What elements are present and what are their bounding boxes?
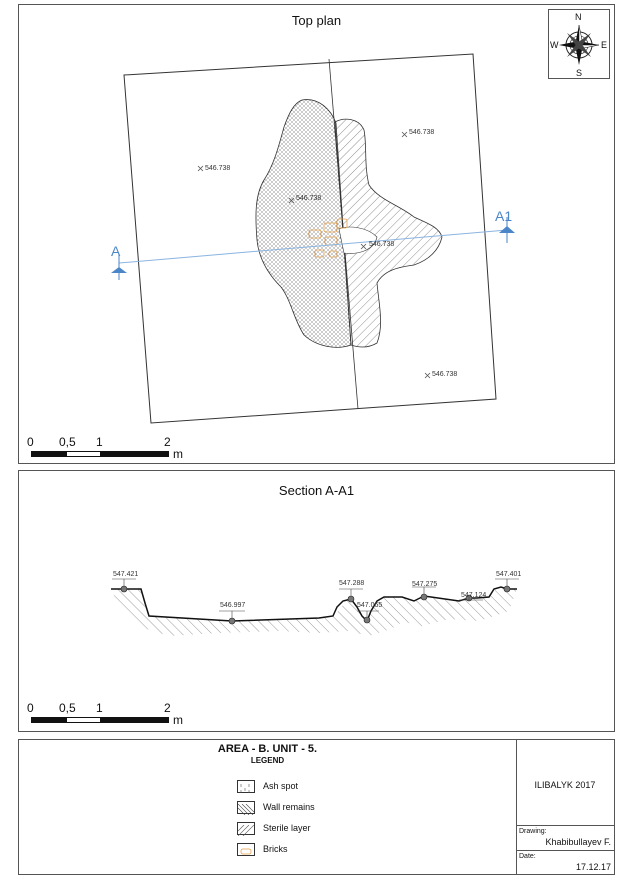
top-plan-title: Top plan xyxy=(291,13,342,28)
drawing-value: Khabibullayev F. xyxy=(545,837,611,847)
compass-north: N xyxy=(575,12,582,22)
scale-label-2: 2 xyxy=(164,435,171,449)
section-scale-label-0: 0 xyxy=(27,701,34,715)
project-name: ILIBALYK 2017 xyxy=(534,780,596,790)
plan-elevation-4: 546.738 xyxy=(369,241,395,248)
section-drawing xyxy=(19,471,616,671)
top-plan-panel xyxy=(18,4,615,464)
legend-title: LEGEND xyxy=(250,756,285,765)
legend-swatch-sterile-layer xyxy=(237,822,255,835)
section-elevation-4: 547.065 xyxy=(357,602,383,609)
section-elevation-6: 547.124 xyxy=(461,592,487,599)
section-label-a1: A1 xyxy=(495,208,513,224)
compass-east: E xyxy=(601,40,608,50)
legend-label-sterile-layer: Sterile layer xyxy=(263,823,311,833)
plan-elevation-3: 546.738 xyxy=(409,129,435,136)
section-elevation-5: 547.275 xyxy=(412,581,438,588)
section-panel xyxy=(18,470,615,732)
section-elevation-1: 547.421 xyxy=(113,571,139,578)
section-label-a: A xyxy=(111,243,121,259)
section-scale-bar xyxy=(31,717,169,723)
date-label: Date: xyxy=(519,853,536,860)
compass-south: S xyxy=(576,68,583,78)
plan-drawing xyxy=(19,5,616,445)
date-value: 17.12.17 xyxy=(575,862,611,872)
legend-label-wall-remains: Wall remains xyxy=(263,802,315,812)
section-scale-label-05: 0,5 xyxy=(59,701,76,715)
plan-elevation-2: 546.738 xyxy=(296,195,322,202)
section-scale-label-2: 2 xyxy=(164,701,171,715)
legend-label-bricks: Bricks xyxy=(263,844,288,854)
section-title: Section A-A1 xyxy=(278,483,355,498)
scale-bar xyxy=(31,451,169,457)
scale-label-0: 0 xyxy=(27,435,34,449)
legend-label-ash-spot: Ash spot xyxy=(263,781,299,791)
title-block xyxy=(18,739,615,875)
legend-swatch-bricks xyxy=(237,843,255,856)
section-scale-unit: m xyxy=(173,713,183,727)
section-scale-label-1: 1 xyxy=(96,701,103,715)
plan-elevation-1: 546.738 xyxy=(205,165,231,172)
legend-swatch-ash-spot xyxy=(237,780,255,793)
section-elevation-3: 547.288 xyxy=(339,580,365,587)
compass-west: W xyxy=(550,40,559,50)
drawing-label: Drawing: xyxy=(519,828,547,835)
scale-unit: m xyxy=(173,447,183,461)
area-title: AREA - B. UNIT - 5. xyxy=(217,743,318,755)
scale-label-05: 0,5 xyxy=(59,435,76,449)
legend-swatch-wall-remains xyxy=(237,801,255,814)
plan-elevation-5: 546.738 xyxy=(432,371,458,378)
section-elevation-7: 547.401 xyxy=(496,571,522,578)
scale-label-1: 1 xyxy=(96,435,103,449)
section-elevation-2: 546.997 xyxy=(220,602,246,609)
